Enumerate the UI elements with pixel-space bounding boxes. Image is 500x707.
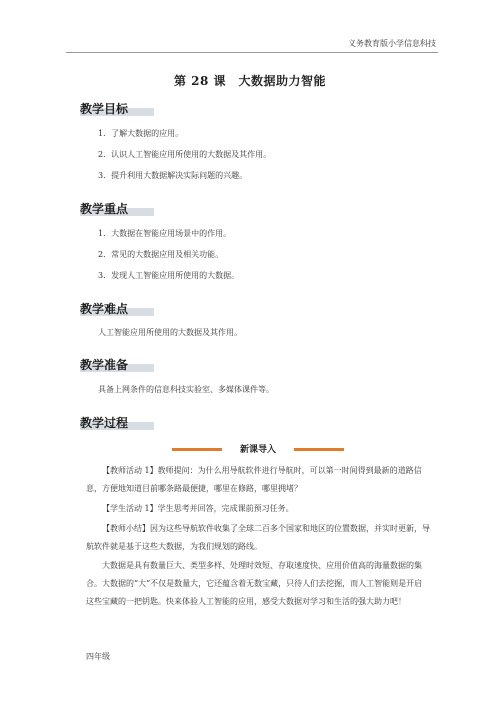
- preparation-text: 具备上网条件的信息科技实验室、多媒体课件等。: [98, 385, 274, 394]
- section-heading-objectives: 教学目标: [80, 100, 128, 116]
- grade-footer: 四年级: [86, 652, 110, 661]
- list-item: 2．认识人工智能应用所使用的大数据及其作用。: [98, 150, 272, 159]
- difficulties-text: 人工智能应用所使用的大数据及其作用。: [98, 328, 242, 337]
- process-paragraph: 【学生活动 1】学生思考并回答，完成课前预习任务。: [102, 504, 294, 513]
- publisher-header: 义务教育版小学信息科技: [348, 39, 436, 48]
- lesson-title: 第 28 课 大数据助力智能: [173, 74, 327, 88]
- process-paragraph: 大数据是具有数量巨大、类型多样、处理时效短、存取速度快、应用价值高的海量数据的集合。大数据的“大”不仅是数量大，它还蕴含着无数宝藏，只待人们去挖掘，而人工智能则是开启这些宝藏的一把钥匙。快来体验人工智能的应用，感受大数据对学习和生活的强大助力吧！: [86, 561, 423, 606]
- process-paragraph: 【教师活动 1】教师提问：为什么用导航软件进行导航时，可以第一时间得到最新的道路信息，方便地知道目前哪条路最便捷，哪里在修路，哪里拥堵？: [86, 466, 422, 493]
- list-item: 3．发现人工智能应用所使用的大数据。: [98, 271, 240, 280]
- section-heading-key-points: 教学重点: [80, 200, 128, 216]
- banner-bar-right: [294, 448, 344, 451]
- list-item: 1．了解大数据的应用。: [98, 129, 184, 138]
- section-heading-preparation: 教学准备: [80, 356, 128, 372]
- process-paragraph: 【教师小结】因为这些导航软件收集了全球二百多个国家和地区的位置数据，并实时更新，导航软件就是基于这些大数据，为我们规划的路线。: [86, 524, 430, 551]
- sub-heading-label: 新课导入: [239, 445, 276, 455]
- section-heading-difficulties: 教学难点: [80, 300, 128, 316]
- header-divider: [66, 52, 438, 53]
- list-item: 2．常见的大数据应用及相关功能。: [98, 250, 224, 259]
- sub-heading-banner: [86, 442, 430, 456]
- list-item: 1．大数据在智能应用场景中的作用。: [98, 229, 232, 238]
- list-item: 3．提升利用大数据解决实际问题的兴趣。: [98, 171, 248, 180]
- section-heading-process: 教学过程: [80, 414, 128, 430]
